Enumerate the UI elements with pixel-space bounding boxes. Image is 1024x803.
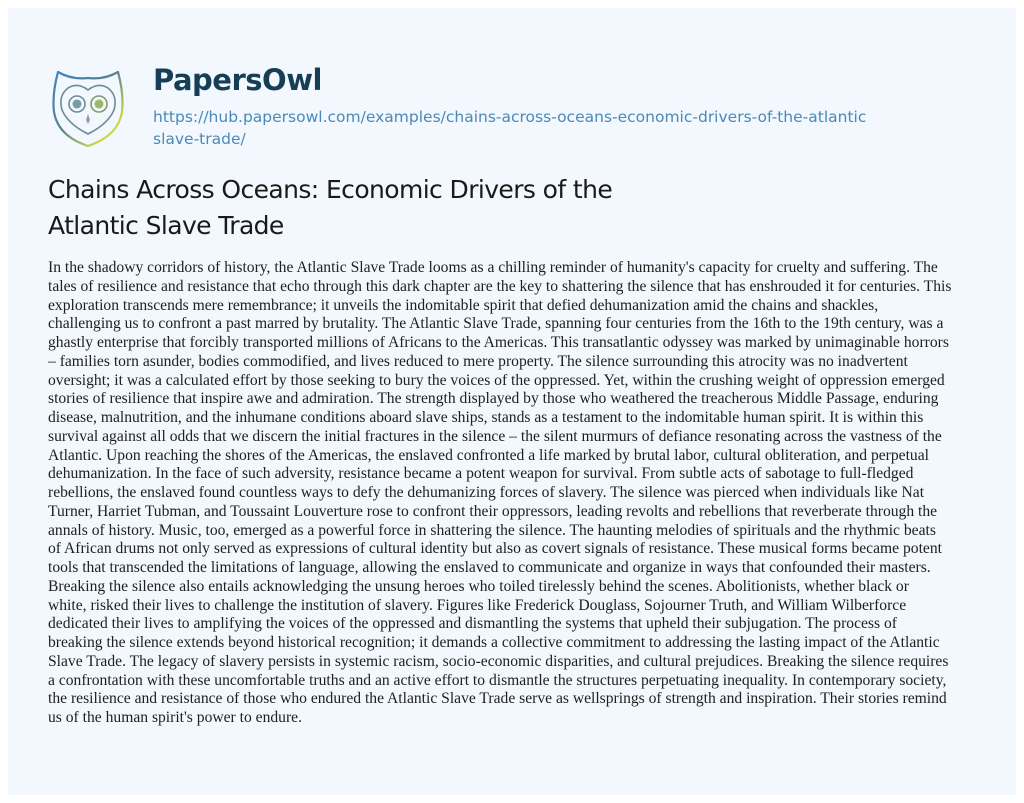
url-line-1: https://hub.papersowl.com/examples/chains-across-oceans-economic-drivers-of-the-atlantic bbox=[153, 108, 867, 126]
body-line: dehumanization. In the face of such adversity, resistance became a potent weapon for survival. From subtle acts of sabotage to full-fledged bbox=[48, 465, 914, 483]
body-line: challenging us to confront a past marred by brutality. The Atlantic Slave Trade, spanning four centuries from the 16th to the 19th century, was a bbox=[48, 315, 944, 333]
body-line: a confrontation with these uncomfortable truths and an active effort to dismantle the structures perpetuating inequality. In contemporary society, bbox=[48, 671, 947, 689]
body-line: In the shadowy corridors of history, the Atlantic Slave Trade looms as a chilling reminder of humanity's capacity for cruelty and suffering. The bbox=[48, 259, 938, 276]
article-body bbox=[48, 259, 988, 728]
body-line: oversight; it was a calculated effort by those seeking to bury the voices of the oppressed. Yet, within the crushing weight of oppression emerged bbox=[48, 371, 945, 389]
body-line: Slave Trade. The legacy of slavery persists in systemic racism, socio-economic disparities, and cultural prejudices. Breaking the silence requires bbox=[48, 652, 949, 670]
body-line: Breaking the silence also entails acknowledging the unsung heroes who toiled tirelessly behind the scenes. Abolitionists, whether black or bbox=[48, 577, 909, 595]
body-line: white, risked their lives to challenge the institution of slavery. Figures like Frederick Douglass, Sojourner Truth, and William Wilberforce bbox=[48, 596, 907, 614]
body-line: survival against all odds that we discern the initial fractures in the silence – the silent murmurs of defiance resonating across the vastness of the bbox=[48, 427, 942, 445]
owl-logo-icon bbox=[48, 66, 128, 150]
body-line: Turner, Harriet Tubman, and Toussaint Louverture rose to confront their oppressors, leading revolts and rebellions that reverberate through the bbox=[48, 502, 938, 520]
title-line: Chains Across Oceans: Economic Drivers of the bbox=[48, 175, 613, 204]
body-line: Atlantic. Upon reaching the shores of the Americas, the enslaved confronted a life marked by brutal labor, cultural obliteration, and perpetual bbox=[48, 446, 929, 464]
body-line: dedicated their lives to amplifying the voices of the oppressed and dismantling the systems that upheld their subjugation. The process of bbox=[48, 615, 897, 633]
body-line: exploration transcends mere remembrance; it unveils the indomitable spirit that defied dehumanization amid the chains and shackles, bbox=[48, 296, 879, 314]
body-line: tools that transcended the limitations of language, allowing the enslaved to communicate and organize in ways that confounded their masters. bbox=[48, 559, 931, 576]
body-line: annals of history. Music, too, emerged as a powerful force in shattering the silence. The haunting melodies of spirituals and the rhythmic beats bbox=[48, 521, 936, 539]
body-line: tales of resilience and resistance that echo through this dark chapter are the key to shattering the silence that has enshrouded it for centuries. This bbox=[48, 277, 952, 295]
body-line: the resilience and resistance of those who endured the Atlantic Slave Trade serve as wellsprings of strength and inspiration. Their stories remind bbox=[48, 690, 947, 708]
body-line: breaking the silence extends beyond historical recognition; it demands a collective commitment to addressing the lasting impact of the Atlantic bbox=[48, 634, 940, 651]
article-url-link[interactable] bbox=[153, 106, 953, 150]
body-line: of African drums not only served as expressions of cultural identity but also as covert signals of resistance. These musical forms became potent bbox=[48, 540, 942, 558]
body-line: us of the human spirit's power to endure. bbox=[48, 709, 302, 726]
title-line: Atlantic Slave Trade bbox=[48, 211, 284, 240]
body-line: stories of resilience that inspire awe and admiration. The strength displayed by those who weathered the treacherous Middle Passage, enduring bbox=[48, 390, 939, 408]
body-line: ghastly enterprise that forcibly transported millions of Africans to the Americas. This transatlantic odyssey was marked by unimaginable horrors bbox=[48, 334, 949, 351]
body-line: rebellions, the enslaved found countless ways to defy the dehumanizing forces of slavery. The silence was pierced when individuals like Nat bbox=[48, 484, 925, 501]
url-line-2: slave-trade/ bbox=[153, 130, 246, 148]
article-title bbox=[48, 172, 612, 244]
body-line: – families torn asunder, bodies commodified, and lives reduced to mere property. The silence surrounding this atrocity was no inadvertent bbox=[48, 352, 908, 370]
brand-name: PapersOwl bbox=[153, 63, 322, 97]
body-line: disease, malnutrition, and the inhumane conditions aboard slave ships, stands as a testament to the indomitable human spirit. It is within this bbox=[48, 409, 924, 426]
